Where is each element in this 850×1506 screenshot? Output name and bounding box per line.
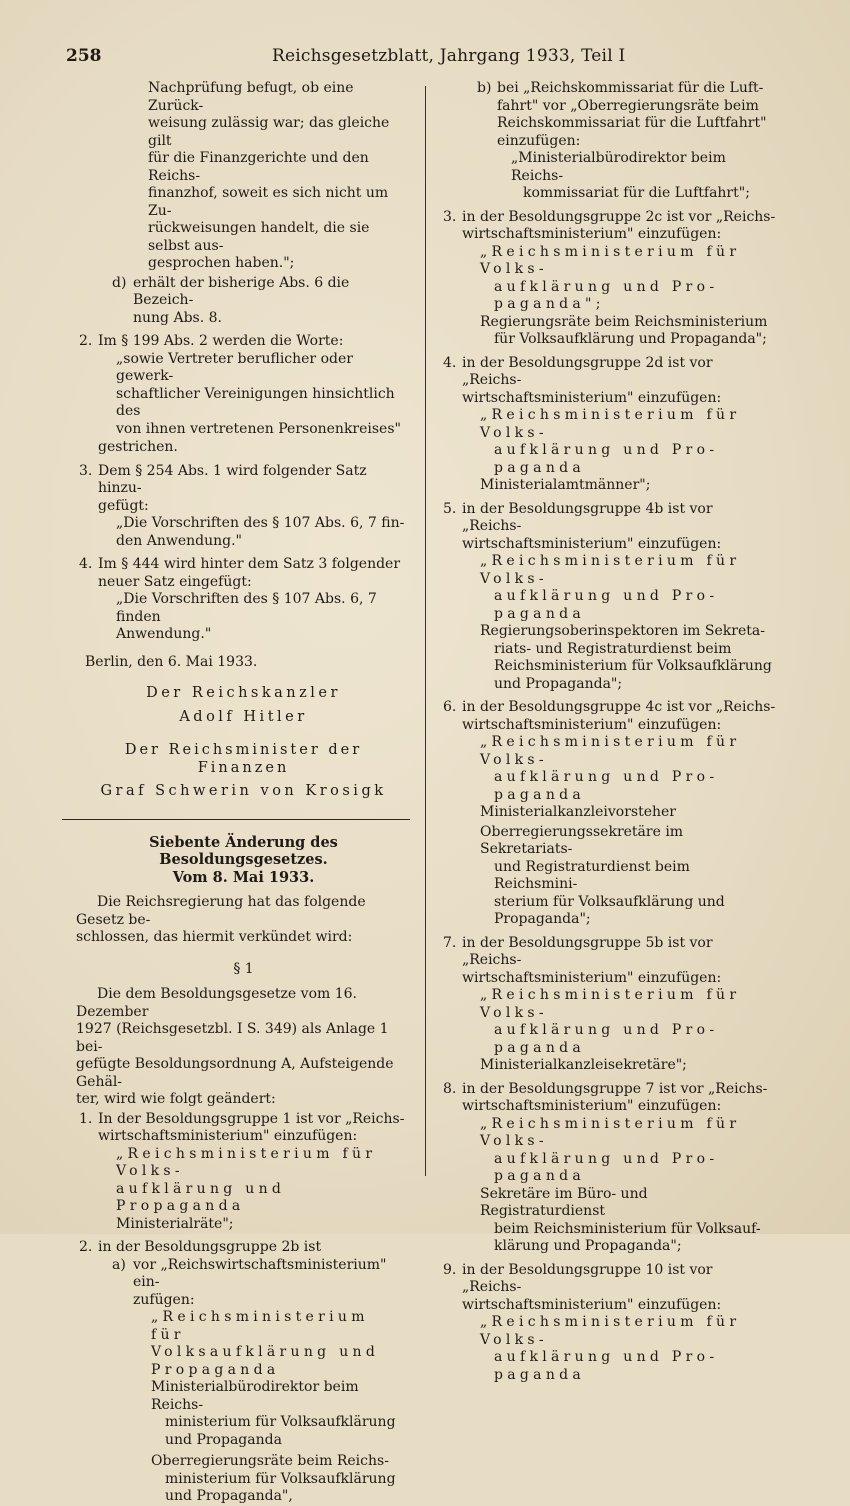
- item-number: 2.: [79, 333, 93, 349]
- text-line: „Reichsministerium für Volks-: [480, 734, 741, 768]
- text-line: in der Besoldungsgruppe 2d ist vor „Reichs-: [462, 354, 713, 388]
- text-line: zufügen:: [133, 1291, 195, 1308]
- text-line: Regierungsräte beim Reichsministerium: [480, 313, 768, 330]
- amendment-3: [440, 209, 776, 349]
- text-line: paganda";: [494, 296, 605, 312]
- text-line: 1927 (Reichsgesetzbl. I S. 349) als Anlage 1 bei-: [76, 1021, 389, 1055]
- text-line: wirtschaftsministerium" einzufügen:: [462, 1098, 722, 1114]
- item-number: b): [477, 80, 492, 96]
- text-line: aufklärung und Pro-: [494, 278, 719, 295]
- text-line: Ministerialräte";: [116, 1215, 234, 1232]
- item-number: d): [112, 274, 127, 291]
- quote: [462, 734, 776, 929]
- item-4: [76, 556, 411, 644]
- section-rule: [62, 819, 410, 820]
- quote: [98, 515, 411, 550]
- quote: [462, 553, 776, 693]
- text-line: „sowie Vertreter beruflicher oder gewerk-: [116, 350, 353, 384]
- signature-title: Der Reichskanzler: [146, 685, 341, 701]
- text-line: Ministerialbürodirektor beim Reichs-: [151, 1379, 359, 1413]
- text-line: in der Besoldungsgruppe 4c ist vor „Reichs-: [462, 699, 776, 715]
- text-line: in der Besoldungsgruppe 10 ist vor „Reichs-: [462, 1261, 713, 1295]
- text-line: wirtschaftsministerium" einzufügen:: [462, 389, 722, 406]
- item-2: [76, 333, 411, 457]
- item-number: 6.: [443, 699, 457, 715]
- text-line: wirtschaftsministerium" einzufügen:: [462, 969, 722, 986]
- text-line: In der Besoldungsgruppe 1 ist vor „Reichs-: [98, 1110, 405, 1127]
- text-line: „Reichsministerium für Volks-: [480, 407, 741, 441]
- text-line: aufklärung und Pro-: [494, 1022, 719, 1038]
- text-line: aufklärung und Pro-: [494, 588, 719, 604]
- text-line: Reichsministerium für Volksaufklärung: [494, 658, 772, 674]
- item-number: 3.: [79, 462, 93, 479]
- item-number: 7.: [443, 934, 457, 951]
- text-line: „Reichsministerium für Volks-: [116, 1145, 377, 1179]
- text-line: „Die Vorschriften des § 107 Abs. 6, 7 fin-: [116, 515, 405, 531]
- quote: [462, 1314, 776, 1384]
- text-line: klärung und Propaganda";: [494, 1238, 682, 1254]
- text-line: in der Besoldungsgruppe 4b ist vor „Reichs-: [462, 500, 713, 534]
- signature-block: [76, 685, 411, 801]
- text-line: aufklärung und Pro-: [494, 769, 719, 785]
- item-number: 2.: [79, 1239, 93, 1255]
- text-line: paganda: [494, 605, 586, 622]
- signature-name: Graf Schwerin von Krosigk: [100, 783, 387, 799]
- text-line: gefügt:: [98, 497, 149, 514]
- text-line: Propaganda";: [494, 911, 591, 927]
- text-line: Propaganda: [151, 1361, 280, 1378]
- text-line: schaftlicher Vereinigungen hinsichtlich des: [116, 385, 395, 419]
- subitem-b: [440, 80, 776, 203]
- text-line: finanzhof, soweit es sich nicht um Zu-: [148, 185, 389, 219]
- item-number: 1.: [79, 1110, 93, 1127]
- text-line: Die dem Besoldungsgesetze vom 16. Dezember: [76, 986, 357, 1020]
- quote: [98, 591, 411, 644]
- text-line: neuer Satz eingefügt:: [98, 573, 252, 590]
- text-line: erhält der bisherige Abs. 6 die Bezeich-: [133, 274, 350, 308]
- text-line: rückweisungen handelt, die sie selbst aus-: [148, 220, 370, 254]
- text-line: von ihnen vertretenen Personenkreises": [116, 420, 401, 437]
- quote: [462, 987, 776, 1075]
- text-line: Volksaufklärung und: [151, 1344, 380, 1360]
- text-line: und Propaganda: [165, 1431, 282, 1448]
- text-line: aufklärung und Pro-: [494, 1349, 719, 1365]
- text-line: „Reichsministerium für Volks-: [480, 553, 741, 587]
- text-line: Ministerialkanzleivorsteher: [480, 804, 676, 820]
- text-line: aufklärung und Pro-: [494, 442, 719, 458]
- text-line: gestrichen.: [98, 439, 178, 455]
- text-line: wirtschaftsministerium" einzufügen:: [98, 1128, 358, 1144]
- text-line: in der Besoldungsgruppe 2c ist vor „Reichs-: [462, 208, 776, 225]
- text-line: Reichskommissariat für die Luftfahrt": [497, 115, 767, 131]
- subitem-a: [98, 1257, 411, 1506]
- text-line: wirtschaftsministerium" einzufügen:: [462, 716, 722, 733]
- page-header: [66, 46, 786, 72]
- text-line: in der Besoldungsgruppe 2b ist: [98, 1239, 322, 1255]
- text-line: Sekretäre im Büro- und Registraturdienst: [480, 1185, 648, 1219]
- text-line: nung Abs. 8.: [133, 309, 222, 326]
- text-line: und Propaganda";: [494, 675, 623, 692]
- item-3: [76, 463, 411, 551]
- signature-name: Adolf Hitler: [179, 708, 308, 725]
- item-number: 9.: [443, 1261, 457, 1278]
- text-line: Im § 444 wird hinter dem Satz 3 folgender: [98, 556, 401, 572]
- text-line: ter, wird wie folgt geändert:: [76, 1091, 276, 1107]
- text-line: vor „Reichswirtschaftsministerium" ein-: [133, 1256, 387, 1290]
- item-number: 4.: [79, 556, 93, 572]
- text-line: paganda: [494, 1039, 586, 1056]
- item-number: 5.: [443, 500, 457, 517]
- quote: [462, 407, 776, 495]
- text-line: schlossen, das hiermit verkündet wird:: [76, 929, 353, 945]
- item-number: 3.: [443, 208, 457, 225]
- quote: [497, 150, 776, 203]
- right-column: [440, 80, 776, 1384]
- text-line: Oberregierungssekretäre im Sekretariats-: [480, 823, 684, 857]
- text-line: „Reichsministerium für Volks-: [480, 243, 741, 277]
- text-line: Ministerialamtmänner";: [480, 477, 651, 493]
- text-line: aufklärung und Pro-: [494, 1150, 719, 1167]
- section-text: [76, 986, 411, 1109]
- text-line: „Reichsministerium für Volks-: [480, 987, 741, 1021]
- text-line: einzufügen:: [497, 132, 581, 149]
- text-line: „Reichsministerium für Volks-: [480, 1314, 741, 1348]
- amendment-8: [440, 1081, 776, 1256]
- text-line: Nachprüfung befugt, ob eine Zurück-: [148, 80, 354, 114]
- text-line: paganda: [494, 1168, 586, 1184]
- text-line: „Reichsministerium für Volks-: [480, 1115, 741, 1149]
- running-title: Reichsgesetzblatt, Jahrgang 1933, Teil I: [272, 46, 626, 66]
- continued-text: [76, 80, 411, 273]
- text-line: „Ministerialbürodirektor beim Reichs-: [511, 150, 726, 184]
- text-line: weisung zulässig war; das gleiche gilt: [148, 115, 390, 149]
- amendment-5: [440, 501, 776, 694]
- quote: [133, 1309, 411, 1506]
- amendment-6: [440, 699, 776, 929]
- text-line: beim Reichsministerium für Volksauf-: [494, 1220, 761, 1237]
- text-line: für die Finanzgerichte und den Reichs-: [148, 150, 369, 184]
- text-line: ministerium für Volksaufklärung: [165, 1470, 396, 1487]
- text-line: Im § 199 Abs. 2 werden die Worte:: [98, 333, 344, 349]
- signature-title: Der Reichsminister der Finanzen: [124, 742, 363, 776]
- text-line: gesprochen haben.";: [148, 255, 295, 271]
- date-line: Berlin, den 6. Mai 1933.: [85, 653, 258, 670]
- text-line: kommissariat für die Luftfahrt";: [523, 185, 750, 201]
- quote: [98, 1146, 411, 1234]
- text-line: in der Besoldungsgruppe 5b ist vor „Reichs-: [462, 934, 713, 968]
- text-line: wirtschaftsministerium" einzufügen:: [462, 226, 722, 242]
- item-number: 4.: [443, 354, 457, 371]
- text-line: Regierungsoberinspektoren im Sekreta-: [480, 623, 765, 639]
- text-line: Ministerialkanzleisekretäre";: [480, 1057, 687, 1073]
- column-divider: [425, 86, 426, 1176]
- law-date-line: Vom 8. Mai 1933.: [172, 868, 315, 886]
- text-line: für Volksaufklärung und Propaganda";: [494, 331, 767, 347]
- text-line: „Reichsministerium für: [151, 1309, 369, 1343]
- text-line: aufklärung und Propaganda: [116, 1180, 286, 1214]
- item-number: a): [112, 1256, 126, 1273]
- text-line: ministerium für Volksaufklärung: [165, 1414, 396, 1430]
- quote: [462, 1116, 776, 1256]
- text-line: riats- und Registraturdienst beim: [494, 640, 732, 657]
- text-line: und Registraturdienst beim Reichsmini-: [494, 858, 690, 892]
- preamble: [76, 894, 411, 947]
- text-line: sterium für Volksaufklärung und: [494, 893, 725, 910]
- text-line: in der Besoldungsgruppe 7 ist vor „Reichs-: [462, 1080, 768, 1097]
- amendment-7: [440, 935, 776, 1075]
- text-line: fahrt" vor „Oberregierungsräte beim: [497, 97, 759, 114]
- law-title-line: Siebente Änderung des Besoldungsgesetzes.: [149, 833, 338, 868]
- amendment-1: [76, 1111, 411, 1234]
- text-line: bei „Reichskommissariat für die Luft-: [497, 80, 764, 96]
- text-line: paganda: [494, 459, 586, 476]
- text-line: und Propaganda",: [165, 1488, 293, 1504]
- text-line: wirtschaftsministerium" einzufügen:: [462, 1296, 722, 1313]
- text-line: Anwendung.": [116, 626, 212, 642]
- text-line: Oberregierungsräte beim Reichs-: [151, 1453, 389, 1469]
- item-number: 8.: [443, 1080, 457, 1097]
- amendment-4: [440, 355, 776, 495]
- subitem-d: [76, 275, 411, 328]
- section-heading: § 1: [233, 960, 254, 977]
- text-line: paganda: [494, 1366, 586, 1383]
- left-column: [76, 80, 411, 1506]
- page-number: 258: [66, 46, 102, 66]
- text-line: gefügte Besoldungsordnung A, Aufsteigende Gehäl-: [76, 1056, 394, 1090]
- text-line: „Die Vorschriften des § 107 Abs. 6, 7 finden: [116, 591, 377, 625]
- law-title: [76, 834, 411, 887]
- quote: [462, 244, 776, 349]
- amendment-2: [76, 1239, 411, 1506]
- amendment-9: [440, 1262, 776, 1385]
- text-line: wirtschaftsministerium" einzufügen:: [462, 535, 722, 552]
- text-line: den Anwendung.": [116, 532, 242, 549]
- quote: [98, 351, 411, 439]
- text-line: Dem § 254 Abs. 1 wird folgender Satz hinzu-: [98, 462, 367, 496]
- text-line: paganda: [494, 786, 586, 803]
- text-line: Die Reichsregierung hat das folgende Gesetz be-: [76, 894, 366, 928]
